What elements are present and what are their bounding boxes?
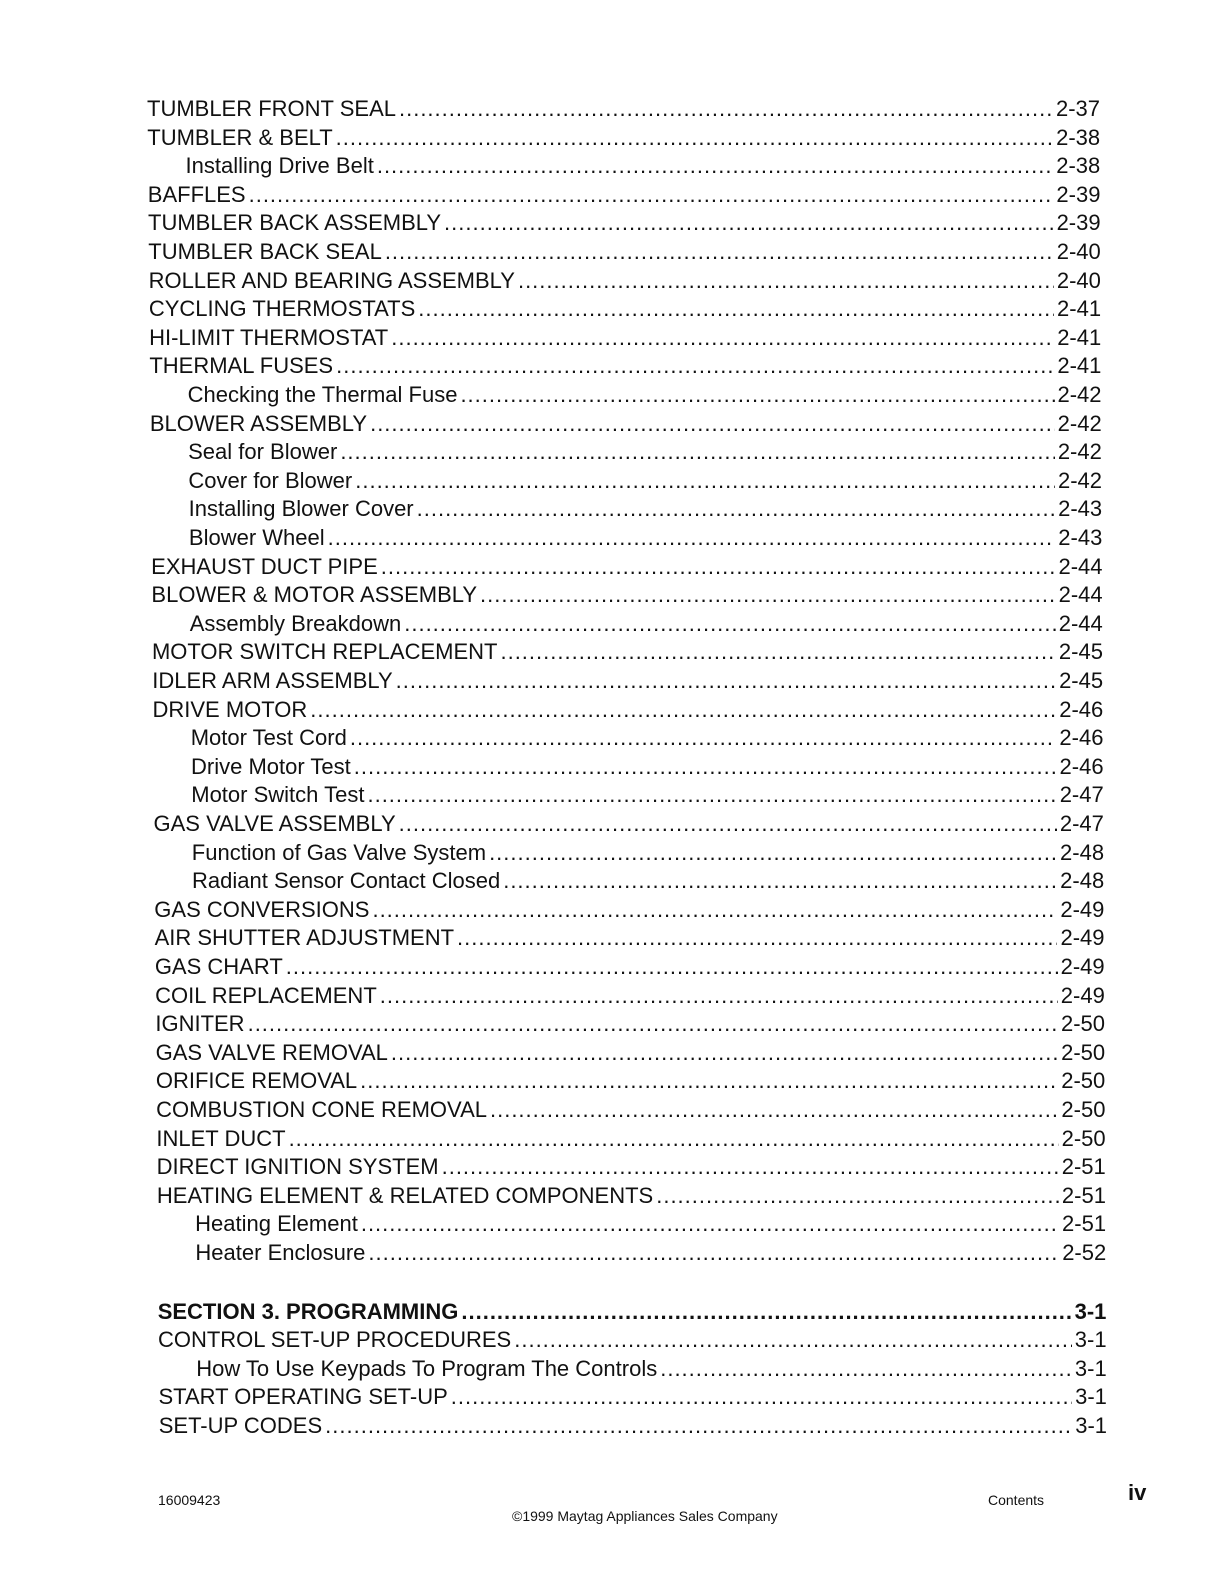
toc-entry-title: INLET DUCT: [156, 1125, 286, 1151]
toc-entry-title: Seal for Blower: [188, 439, 338, 465]
toc-entry: [157, 1179, 1106, 1209]
toc-page-number: 2-39: [1056, 181, 1101, 207]
dot-leader: [518, 268, 1054, 294]
toc-entry-title: GAS CONVERSIONS: [154, 896, 370, 922]
toc-page-number: 2-46: [1059, 696, 1104, 722]
toc-page-number: 2-52: [1062, 1240, 1107, 1265]
toc-page-number: 2-49: [1060, 925, 1105, 951]
toc-page-number: 2-50: [1061, 1068, 1106, 1094]
toc-entry: [156, 1122, 1105, 1152]
toc-entry: [149, 349, 1101, 379]
dot-leader: [396, 668, 1056, 694]
toc-entry-title: SECTION 3. PROGRAMMING: [157, 1298, 459, 1324]
toc-page-number: 2-49: [1060, 896, 1105, 922]
dot-leader: [370, 411, 1055, 437]
toc-page-number: 2-51: [1062, 1211, 1107, 1237]
dot-leader: [328, 525, 1056, 551]
dot-leader: [354, 754, 1057, 780]
toc-page-number: 2-50: [1061, 1125, 1106, 1151]
toc-page-number: 2-38: [1056, 124, 1101, 150]
dot-leader: [451, 1384, 1072, 1410]
toc-page-number: 2-39: [1056, 210, 1101, 236]
dot-leader: [248, 1011, 1058, 1037]
toc-page-number: 2-41: [1057, 296, 1102, 322]
dot-leader: [418, 296, 1054, 322]
toc-entry-title: GAS VALVE ASSEMBLY: [153, 811, 396, 836]
toc-page-number: 2-45: [1058, 639, 1103, 665]
dot-leader: [385, 239, 1054, 265]
toc-entry-title: GAS CHART: [154, 954, 283, 979]
toc-subentry: [195, 1207, 1106, 1237]
toc-page-number: 3-1: [1074, 1298, 1107, 1324]
toc-entry-title: CYCLING THERMOSTATS: [148, 296, 416, 322]
toc-entry: [152, 664, 1103, 694]
toc-page-number: 2-37: [1055, 96, 1100, 121]
toc-entry-title: Drive Motor Test: [191, 753, 351, 779]
toc-entry-title: COMBUSTION CONE REMOVAL: [156, 1097, 487, 1122]
toc-entry: [159, 1409, 1107, 1439]
toc-entry-title: SET-UP CODES: [158, 1413, 323, 1438]
dot-leader: [500, 639, 1055, 665]
toc-entry: [155, 1007, 1105, 1037]
toc-entry-title: MOTOR SWITCH REPLACEMENT: [151, 639, 498, 665]
dot-leader: [461, 1299, 1071, 1325]
toc-entry-title: CONTROL SET-UP PROCEDURES: [157, 1327, 512, 1353]
dot-leader: [381, 554, 1056, 580]
toc-entry: [155, 950, 1105, 980]
toc-entry: [154, 807, 1104, 837]
toc-page-number: 2-48: [1060, 839, 1105, 865]
toc-page-number: 2-45: [1059, 668, 1104, 693]
toc-entry: [147, 121, 1100, 151]
toc-entry: [147, 92, 1100, 122]
toc-entry-title: Motor Switch Test: [191, 782, 365, 808]
dot-leader: [325, 1413, 1072, 1439]
dot-leader: [480, 582, 1056, 608]
toc-entry-title: BLOWER ASSEMBLY: [149, 410, 368, 436]
dot-leader: [340, 439, 1055, 465]
dot-leader: [289, 1126, 1059, 1152]
dot-leader: [489, 840, 1057, 866]
toc-page-number: 2-40: [1056, 239, 1101, 264]
toc-entry-title: Blower Wheel: [188, 525, 325, 550]
toc-entry-title: TUMBLER FRONT SEAL: [147, 96, 396, 121]
dot-leader: [286, 954, 1058, 980]
toc-entry-title: TUMBLER & BELT: [147, 124, 333, 150]
toc-page-number: 2-46: [1059, 753, 1104, 779]
document-number: 16009423: [158, 1492, 221, 1508]
dot-leader: [310, 697, 1056, 723]
toc-subentry: [189, 492, 1103, 522]
toc-entry: [155, 979, 1105, 1009]
toc-entry-title: TUMBLER BACK SEAL: [148, 239, 382, 264]
dot-leader: [391, 325, 1054, 351]
toc-entry: [156, 1093, 1105, 1123]
toc-entry: [158, 1380, 1106, 1410]
dot-leader: [336, 353, 1054, 379]
dot-leader: [503, 868, 1057, 894]
toc-subentry: [191, 750, 1104, 780]
dot-leader: [660, 1356, 1072, 1382]
toc-subentry: [192, 836, 1104, 866]
toc-page-number: 2-43: [1058, 525, 1103, 550]
toc-subentry: [190, 607, 1103, 637]
toc-entry-title: Installing Drive Belt: [185, 153, 374, 179]
dot-leader: [360, 1068, 1058, 1094]
toc-subentry: [186, 149, 1101, 179]
toc-page-number: 2-49: [1060, 982, 1105, 1008]
toc-entry-title: HEATING ELEMENT & RELATED COMPONENTS: [156, 1182, 654, 1208]
toc-entry-title: Heater Enclosure: [195, 1240, 366, 1265]
toc-entry-title: Radiant Sensor Contact Closed: [192, 868, 501, 894]
toc-page-number: 3-1: [1075, 1413, 1108, 1438]
dot-leader: [361, 1211, 1059, 1237]
toc-page-number: 2-47: [1059, 782, 1104, 808]
dot-leader: [336, 125, 1053, 151]
toc-page-number: 2-44: [1058, 582, 1103, 608]
toc-entry: [154, 893, 1104, 923]
toc-subentry: [196, 1352, 1107, 1382]
dot-leader: [417, 496, 1056, 522]
toc-entry: [158, 1323, 1107, 1353]
toc-page-number: 2-48: [1060, 868, 1105, 894]
toc-entry-title: IDLER ARM ASSEMBLY: [152, 668, 393, 693]
toc-entry-title: How To Use Keypads To Program The Controls: [196, 1355, 658, 1381]
toc-page-number: 2-46: [1059, 725, 1104, 751]
toc-page-number: 2-42: [1057, 410, 1102, 436]
toc-entry-title: THERMAL FUSES: [149, 353, 334, 379]
toc-entry: [148, 206, 1101, 236]
dot-leader: [368, 1240, 1059, 1266]
toc-page-number: 3-1: [1075, 1384, 1107, 1410]
copyright-notice: ©1999 Maytag Appliances Sales Company: [512, 1508, 778, 1524]
dot-leader: [249, 182, 1054, 208]
toc-page-number: 2-38: [1056, 153, 1101, 179]
toc-entry: [148, 235, 1100, 265]
toc-entry-title: HI-LIMIT THERMOSTAT: [149, 324, 389, 350]
dot-leader: [391, 1040, 1058, 1066]
toc-page-number: 2-49: [1060, 954, 1105, 979]
toc-entry-title: DRIVE MOTOR: [152, 696, 308, 722]
toc-entry-title: START OPERATING SET-UP: [158, 1384, 448, 1410]
toc-entry: [149, 264, 1101, 294]
toc-entry-title: EXHAUST DUCT PIPE: [151, 553, 378, 579]
page-folio: iv: [1128, 1480, 1147, 1505]
dot-leader: [380, 983, 1058, 1009]
toc-page-number: 2-41: [1057, 324, 1102, 350]
toc-page-number: 2-40: [1056, 267, 1101, 293]
dot-leader: [399, 811, 1057, 837]
toc-page-number: 2-41: [1057, 353, 1102, 379]
dot-leader: [350, 725, 1057, 751]
toc-page-number: 2-44: [1058, 553, 1103, 579]
toc-entry-title: TUMBLER BACK ASSEMBLY: [148, 210, 442, 236]
toc-entry-title: Function of Gas Valve System: [191, 839, 487, 865]
toc-entry-title: IGNITER: [155, 1011, 245, 1037]
toc-entry: [149, 292, 1101, 322]
toc-entry-title: COIL REPLACEMENT: [155, 982, 377, 1008]
dot-leader: [444, 210, 1054, 236]
toc-entry: [148, 178, 1101, 208]
dot-leader: [460, 382, 1054, 408]
toc-entry-title: Installing Blower Cover: [188, 496, 414, 522]
dot-leader: [404, 611, 1056, 637]
toc-entry-title: ORIFICE REMOVAL: [155, 1068, 358, 1094]
toc-page-number: 2-50: [1061, 1097, 1106, 1122]
toc-entry: [157, 1150, 1106, 1180]
toc-entry: [151, 578, 1102, 608]
toc-subentry: [195, 1236, 1106, 1266]
toc-entry-title: BLOWER & MOTOR ASSEMBLY: [151, 582, 478, 608]
toc-page-number: 2-43: [1058, 496, 1103, 522]
toc-entry-title: Checking the Thermal Fuse: [187, 382, 458, 407]
dot-leader: [377, 153, 1053, 179]
toc-subentry: [188, 378, 1102, 408]
toc-page-number: 2-42: [1057, 467, 1103, 493]
toc-entry-title: GAS VALVE REMOVAL: [155, 1039, 388, 1065]
toc-subentry: [191, 721, 1104, 751]
dot-leader: [490, 1097, 1058, 1123]
toc-subentry: [191, 778, 1103, 808]
toc-page-number: 2-42: [1057, 439, 1102, 465]
toc-page-number: 2-51: [1061, 1154, 1106, 1180]
toc-page-number: 2-50: [1060, 1011, 1105, 1037]
dot-leader: [442, 1154, 1059, 1180]
toc-entry-title: DIRECT IGNITION SYSTEM: [156, 1154, 439, 1180]
footer-section-label: Contents: [988, 1492, 1045, 1508]
dot-leader: [514, 1327, 1072, 1353]
toc-subentry: [189, 521, 1102, 551]
toc-entry: [155, 921, 1105, 951]
toc-entry-title: AIR SHUTTER ADJUSTMENT: [154, 925, 455, 951]
toc-subentry: [192, 864, 1104, 894]
toc-subentry: [188, 435, 1102, 465]
toc-entry-title: Assembly Breakdown: [189, 610, 402, 636]
dot-leader: [372, 897, 1057, 923]
dot-leader: [367, 782, 1056, 808]
toc-page-number: 2-51: [1061, 1182, 1106, 1208]
toc-entry: [149, 321, 1101, 351]
toc-page-number: 3-1: [1074, 1355, 1107, 1381]
toc-entry: [150, 407, 1102, 437]
toc-entry-title: Motor Test Cord: [190, 725, 347, 751]
toc-entry: [156, 1036, 1106, 1066]
toc-page-number: 2-47: [1059, 811, 1104, 836]
dot-leader: [656, 1183, 1059, 1209]
dot-leader: [457, 925, 1057, 951]
toc-page-number: 2-44: [1058, 610, 1103, 636]
toc-entry: [152, 635, 1103, 665]
toc-entry: [156, 1064, 1105, 1094]
toc-entry-title: Cover for Blower: [188, 467, 353, 493]
toc-entry-title: BAFFLES: [147, 181, 246, 207]
toc-entry-title: ROLLER AND BEARING ASSEMBLY: [148, 267, 515, 293]
dot-leader: [399, 96, 1053, 122]
toc-page-number: 2-50: [1061, 1039, 1106, 1065]
toc-entry: [151, 550, 1102, 580]
toc-entry-title: Heating Element: [195, 1211, 358, 1237]
toc-page-number: 2-42: [1057, 382, 1102, 407]
toc-section-heading: [158, 1295, 1107, 1325]
toc-subentry: [188, 464, 1102, 494]
toc-entry: [152, 693, 1103, 723]
toc-page-number: 3-1: [1074, 1327, 1107, 1353]
dot-leader: [355, 468, 1055, 494]
